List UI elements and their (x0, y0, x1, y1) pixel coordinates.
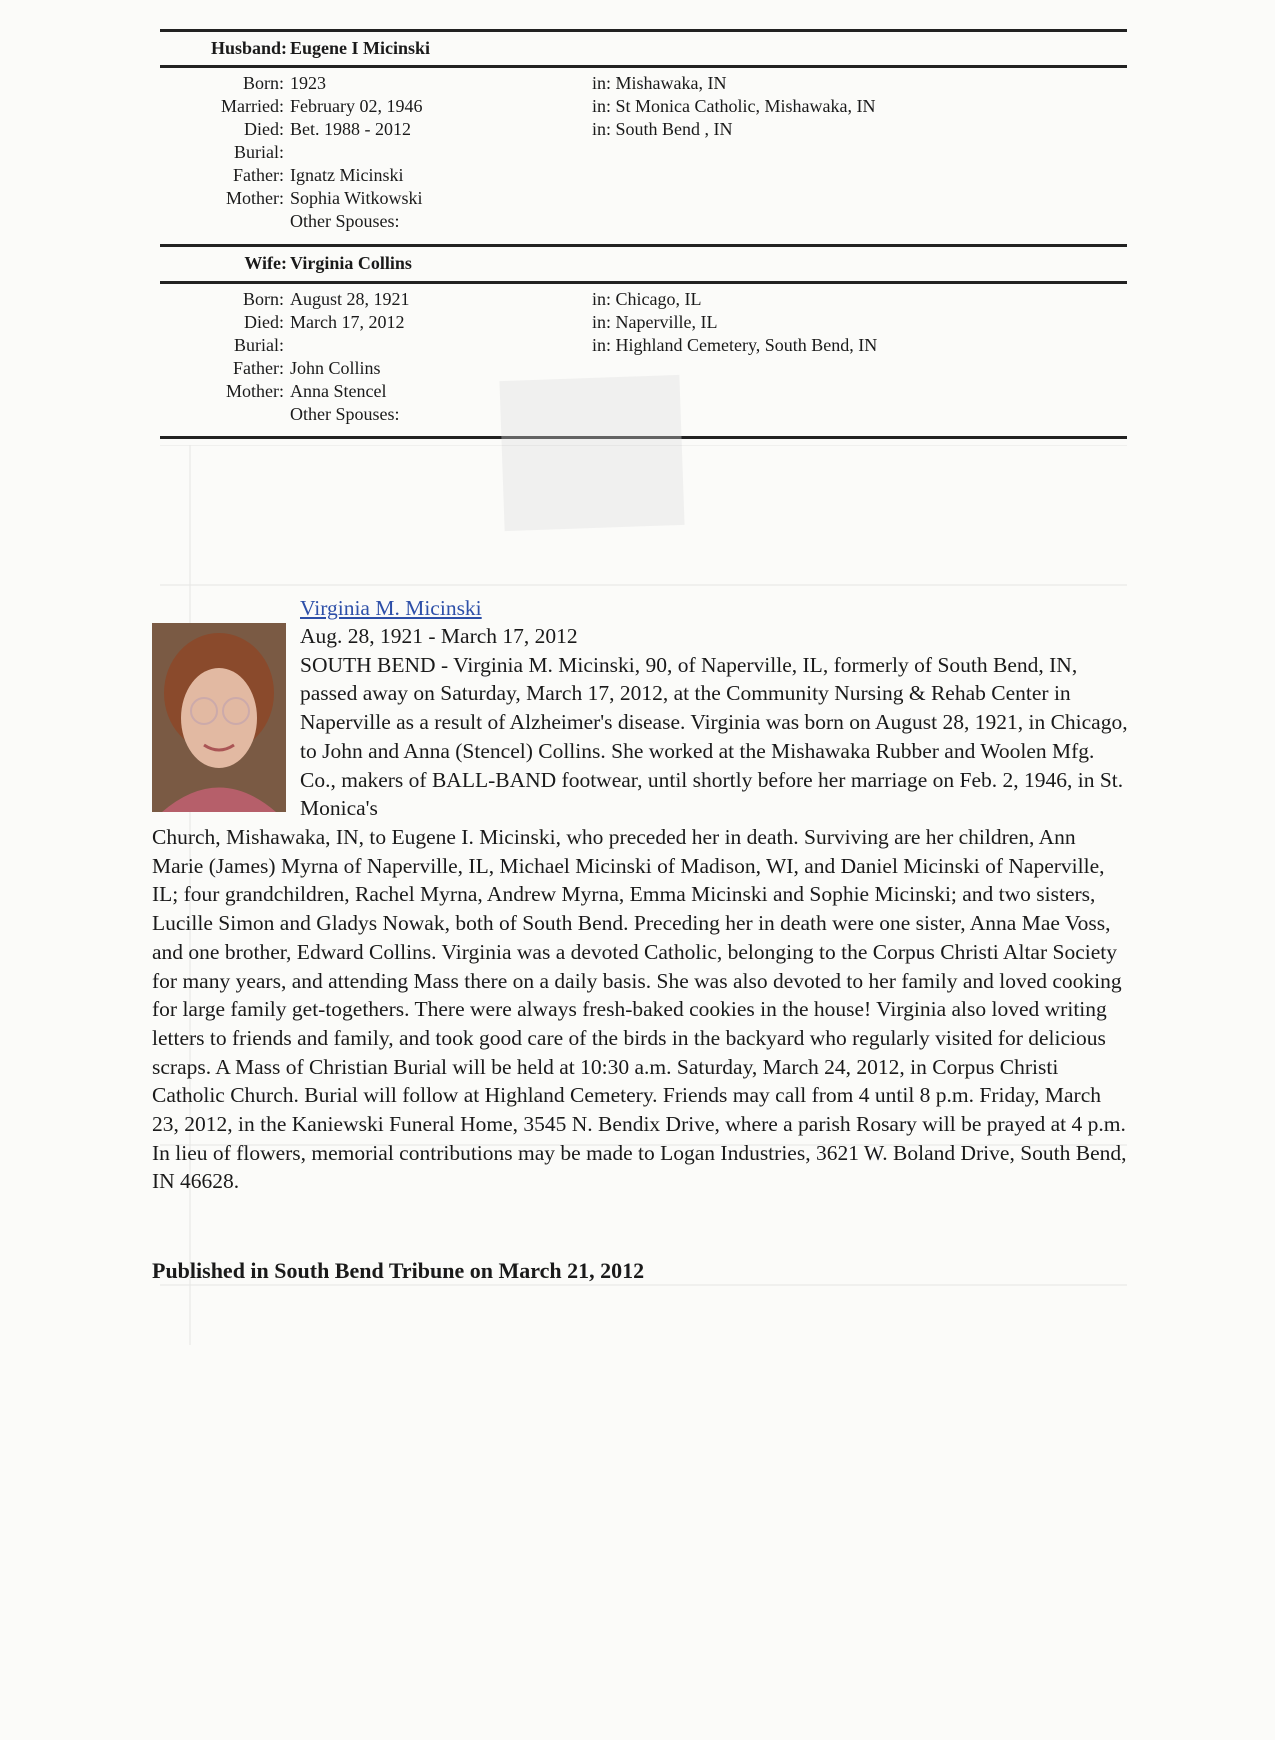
wife-fact-label-text: Mother: (226, 381, 284, 401)
husband-fact-value: Sophia Witkowski (290, 188, 423, 208)
wife-name: Virginia Collins (290, 253, 412, 273)
husband-fact-label-text: Burial: (234, 142, 284, 162)
obituary-name-link[interactable]: Virginia M. Micinski (300, 596, 482, 620)
husband-fact-value: Bet. 1988 - 2012 (290, 119, 411, 139)
wife-fact-value: John Collins (290, 358, 381, 378)
top-rule (160, 29, 1127, 32)
husband-bottom-rule (160, 244, 1127, 247)
obituary-dates: Aug. 28, 1921 - March 17, 2012 (300, 624, 578, 648)
wife-fact-label-text: Burial: (234, 335, 284, 355)
obituary-paragraph-start: SOUTH BEND - Virginia M. Micinski, 90, of Naperville, IL, formerly of South Bend, IN, passed away on Saturday, March 17, 2012, at the Community Nursing & Rehab Center in Naperville as a result of Alzheimer's disease. Virginia was born on August 28, 1921, in Chicago, to John and Anna (Stencel) Collins. She worked at the Mishawaka Rubber and Woolen Mfg. Co., makers of BALL-BAND footwear, until shortly before her marriage on Feb. 2, 1946, in St. Monica's (300, 652, 1128, 821)
husband-fact-label-text: Father: (233, 165, 284, 185)
husband-fact-value: Other Spouses: (290, 211, 400, 231)
wife-rule (160, 281, 1127, 284)
husband-fact-label-text: Married: (221, 96, 284, 116)
wife-fact-place: in: Highland Cemetery, South Bend, IN (592, 335, 878, 355)
wife-fact-place: in: Chicago, IL (592, 289, 702, 309)
husband-fact-label-text: Mother: (226, 188, 284, 208)
wife-fact-value: August 28, 1921 (290, 289, 410, 309)
husband-label: Husband: (210, 38, 287, 58)
wife-fact-value: Other Spouses: (290, 404, 400, 424)
published-line: Published in South Bend Tribune on March 21, 2012 (152, 1258, 645, 1283)
husband-fact-value: 1923 (290, 73, 326, 93)
wife-fact-label-text: Father: (233, 358, 284, 378)
husband-fact-place: in: South Bend , IN (592, 119, 733, 139)
husband-fact-place: in: Mishawaka, IN (592, 73, 727, 93)
wife-fact-label-text: Born: (242, 289, 284, 309)
portrait-photo (152, 623, 286, 812)
wife-fact-value: Anna Stencel (290, 381, 387, 401)
obituary-side-text (300, 622, 1130, 823)
husband-fact-value: Ignatz Micinski (290, 165, 404, 185)
wife-fact-label-text: Died: (244, 312, 284, 332)
wife-fact-value: March 17, 2012 (290, 312, 405, 332)
husband-name: Eugene I Micinski (290, 38, 431, 58)
wife-label: Wife: (244, 253, 287, 273)
husband-fact-label-text: Died: (244, 119, 284, 139)
husband-rule (160, 65, 1127, 68)
husband-fact-label-text: Born: (242, 73, 284, 93)
husband-fact-place: in: St Monica Catholic, Mishawaka, IN (592, 96, 876, 116)
husband-fact-value: February 02, 1946 (290, 96, 423, 116)
wife-fact-place: in: Naperville, IL (592, 312, 718, 332)
obituary-body: Church, Mishawaka, IN, to Eugene I. Micinski, who preceded her in death. Surviving are her children, Ann Marie (James) Myrna of Naperville, IL, Michael Micinski of Madison, WI, and Daniel Micinski of Naperville, IL; four grandchildren, Rachel Myrna, Andrew Myrna, Emma Micinski and Sophie Micinski; and two sisters, Lucille Simon and Gladys Nowak, both of South Bend. Preceding her in death were one sister, Anna Mae Voss, and one brother, Edward Collins. Virginia was a devoted Catholic, belonging to the Corpus Christi Altar Society for many years, and attending Mass there on a daily basis. She was also devoted to her family and loved cooking for large family get-togethers. There were always fresh-baked cookies in the house! Virginia also loved writing letters to friends and family, and took good care of the birds in the backyard who regularly visited for delicious scraps. A Mass of Christian Burial will be held at 10:30 a.m. Saturday, March 24, 2012, in Corpus Christi Catholic Church. Burial will follow at Highland Cemetery. Friends may call from 4 until 8 p.m. Friday, March 23, 2012, in the Kaniewski Funeral Home, 3545 N. Bendix Drive, where a parish Rosary will be prayed at 4 p.m. In lieu of flowers, memorial contributions may be made to Logan Industries, 3621 W. Boland Drive, South Bend, IN 46628. (152, 825, 1127, 1194)
